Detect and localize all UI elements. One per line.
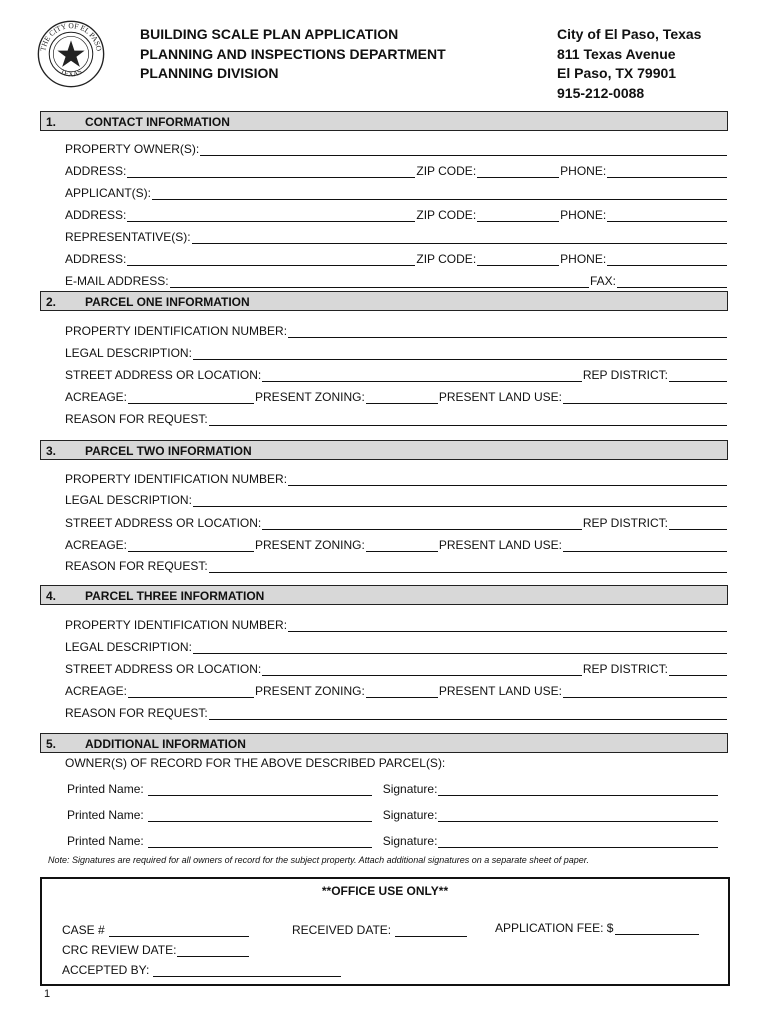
field-label: ZIP CODE: bbox=[416, 252, 477, 266]
address-line: El Paso, TX 79901 bbox=[557, 65, 677, 81]
received-date-row bbox=[292, 921, 468, 937]
field-label: STREET ADDRESS OR LOCATION: bbox=[65, 516, 262, 530]
representative-zip-field[interactable] bbox=[477, 253, 559, 266]
field-label: ADDRESS: bbox=[65, 164, 127, 178]
field-label: ADDRESS: bbox=[65, 208, 127, 222]
email-row bbox=[65, 272, 728, 288]
p3-legal-row bbox=[65, 638, 728, 654]
field-label: ADDRESS: bbox=[65, 252, 127, 266]
signature-row bbox=[67, 780, 719, 796]
p2-street-row bbox=[65, 514, 728, 530]
field-label: PRESENT ZONING: bbox=[255, 684, 365, 698]
section-header-parcel-two bbox=[40, 440, 728, 460]
field-label: PROPERTY IDENTIFICATION NUMBER: bbox=[65, 618, 288, 632]
field-label: CRC REVIEW DATE: bbox=[62, 943, 177, 957]
field-label: Signature: bbox=[382, 834, 438, 848]
field-label: ACREAGE: bbox=[65, 538, 128, 552]
section-label: PARCEL THREE INFORMATION bbox=[85, 589, 265, 603]
field-label: LEGAL DESCRIPTION: bbox=[65, 640, 192, 654]
section-number: 5. bbox=[46, 737, 57, 751]
crc-review-date-field[interactable] bbox=[177, 944, 249, 957]
application-fee-row bbox=[495, 919, 700, 935]
p3-street-field[interactable] bbox=[262, 663, 582, 676]
crc-review-row bbox=[62, 941, 250, 957]
p2-pin-row bbox=[65, 470, 728, 486]
p3-acreage-row bbox=[65, 682, 728, 698]
field-label: APPLICANT(S): bbox=[65, 186, 152, 200]
title-line: PLANNING AND INSPECTIONS DEPARTMENT bbox=[140, 45, 446, 62]
representative-address-row bbox=[65, 250, 728, 266]
p1-reason-row bbox=[65, 410, 728, 426]
field-label: STREET ADDRESS OR LOCATION: bbox=[65, 662, 262, 676]
representatives-row bbox=[65, 228, 728, 244]
field-label: PROPERTY IDENTIFICATION NUMBER: bbox=[65, 472, 288, 486]
page-number: 1 bbox=[44, 988, 51, 1000]
field-label: ACCEPTED BY: bbox=[62, 963, 150, 977]
printed-name-field[interactable] bbox=[148, 783, 372, 796]
fax-field[interactable] bbox=[617, 275, 727, 288]
p2-legal-field[interactable] bbox=[193, 494, 727, 507]
email-field[interactable] bbox=[170, 275, 589, 288]
field-label: APPLICATION FEE: $ bbox=[495, 921, 614, 935]
p2-street-field[interactable] bbox=[262, 517, 582, 530]
received-date-field[interactable] bbox=[395, 924, 467, 937]
p3-street-row bbox=[65, 660, 728, 676]
field-label: PRESENT LAND USE: bbox=[438, 538, 562, 552]
printed-name-field[interactable] bbox=[148, 835, 372, 848]
p3-acreage-field[interactable] bbox=[128, 685, 254, 698]
field-label: REP DISTRICT: bbox=[582, 516, 668, 530]
field-label: PHONE: bbox=[560, 252, 607, 266]
applicant-address-field[interactable] bbox=[127, 209, 415, 222]
field-label: PROPERTY IDENTIFICATION NUMBER: bbox=[65, 324, 288, 338]
applicant-zip-field[interactable] bbox=[477, 209, 559, 222]
signature-field[interactable] bbox=[438, 809, 718, 822]
signature-row bbox=[67, 806, 719, 822]
field-label: PRESENT ZONING: bbox=[255, 390, 365, 404]
owner-phone-field[interactable] bbox=[607, 165, 727, 178]
field-label: Signature: bbox=[382, 808, 438, 822]
p2-reason-row bbox=[65, 557, 728, 573]
accepted-by-field[interactable] bbox=[153, 964, 341, 977]
field-label: STREET ADDRESS OR LOCATION: bbox=[65, 368, 262, 382]
owner-address-field[interactable] bbox=[127, 165, 415, 178]
accepted-by-row bbox=[62, 961, 342, 977]
city-seal-logo bbox=[37, 20, 105, 88]
section-number: 2. bbox=[46, 295, 57, 309]
section-header-parcel-three bbox=[40, 585, 728, 605]
field-label: ZIP CODE: bbox=[416, 164, 477, 178]
svg-text:THE CITY OF EL PASO: THE CITY OF EL PASO bbox=[38, 21, 104, 52]
address-line: 811 Texas Avenue bbox=[557, 45, 676, 62]
field-label: REASON FOR REQUEST: bbox=[65, 706, 208, 720]
p2-acreage-field[interactable] bbox=[128, 539, 254, 552]
p1-pin-field[interactable] bbox=[288, 325, 727, 338]
p3-zoning-field[interactable] bbox=[366, 685, 438, 698]
p1-zoning-field[interactable] bbox=[366, 391, 438, 404]
field-label: PRESENT ZONING: bbox=[255, 538, 365, 552]
field-label: LEGAL DESCRIPTION: bbox=[65, 346, 192, 360]
printed-name-field[interactable] bbox=[148, 809, 372, 822]
title-line: BUILDING SCALE PLAN APPLICATION bbox=[140, 26, 399, 42]
case-row bbox=[62, 921, 250, 937]
application-fee-field[interactable] bbox=[615, 922, 699, 935]
field-label: PRESENT LAND USE: bbox=[438, 684, 562, 698]
section-label: PARCEL ONE INFORMATION bbox=[85, 295, 250, 309]
p2-land-use-field[interactable] bbox=[563, 539, 727, 552]
case-number-field[interactable] bbox=[109, 924, 249, 937]
field-label: E-MAIL ADDRESS: bbox=[65, 274, 169, 288]
p1-land-use-field[interactable] bbox=[563, 391, 727, 404]
representative-address-field[interactable] bbox=[127, 253, 415, 266]
section-header-additional bbox=[40, 733, 728, 753]
field-label: Printed Name: bbox=[67, 834, 144, 848]
section-number: 3. bbox=[46, 444, 57, 458]
p2-acreage-row bbox=[65, 536, 728, 552]
p3-reason-field[interactable] bbox=[209, 707, 727, 720]
address-line: City of El Paso, Texas bbox=[557, 26, 702, 42]
signature-note: Note: Signatures are required for all owners of record for the subject property. Attach additional signatures on a separate sheet of paper. bbox=[48, 855, 589, 865]
p1-acreage-row bbox=[65, 388, 728, 404]
property-owners-field[interactable] bbox=[200, 143, 727, 156]
applicants-field[interactable] bbox=[152, 187, 727, 200]
field-label: REASON FOR REQUEST: bbox=[65, 412, 208, 426]
p3-land-use-field[interactable] bbox=[563, 685, 727, 698]
address-line: 915-212-0088 bbox=[557, 84, 645, 101]
field-label: PROPERTY OWNER(S): bbox=[65, 142, 200, 156]
section-label: PARCEL TWO INFORMATION bbox=[85, 444, 252, 458]
signature-field[interactable] bbox=[438, 783, 718, 796]
p2-zoning-field[interactable] bbox=[366, 539, 438, 552]
p2-pin-field[interactable] bbox=[288, 473, 727, 486]
field-label: PHONE: bbox=[560, 208, 607, 222]
owners-of-record-row bbox=[65, 754, 728, 770]
field-label: CASE # bbox=[62, 923, 105, 937]
field-label: REPRESENTATIVE(S): bbox=[65, 230, 191, 244]
owner-address-row bbox=[65, 162, 728, 178]
field-label: RECEIVED DATE: bbox=[292, 923, 392, 937]
field-label: LEGAL DESCRIPTION: bbox=[65, 493, 192, 507]
section-label: ADDITIONAL INFORMATION bbox=[85, 737, 246, 751]
applicant-phone-field[interactable] bbox=[607, 209, 727, 222]
p3-legal-field[interactable] bbox=[193, 641, 727, 654]
city-address-block bbox=[557, 25, 701, 103]
p1-pin-row bbox=[65, 322, 728, 338]
representatives-field[interactable] bbox=[192, 231, 727, 244]
p3-pin-row bbox=[65, 616, 728, 632]
form-title bbox=[140, 25, 446, 84]
section-number: 1. bbox=[46, 115, 57, 129]
field-label: Printed Name: bbox=[67, 782, 144, 796]
field-label: ZIP CODE: bbox=[416, 208, 477, 222]
applicant-address-row bbox=[65, 206, 728, 222]
representative-phone-field[interactable] bbox=[607, 253, 727, 266]
property-owners-row bbox=[65, 140, 728, 156]
signature-field[interactable] bbox=[438, 835, 718, 848]
p3-rep-district-field[interactable] bbox=[669, 663, 727, 676]
field-label: Signature: bbox=[382, 782, 438, 796]
section-label: CONTACT INFORMATION bbox=[85, 115, 230, 129]
p2-legal-row bbox=[65, 491, 728, 507]
section-header-contact bbox=[40, 111, 728, 131]
office-use-box bbox=[40, 877, 730, 986]
field-label: REASON FOR REQUEST: bbox=[65, 559, 208, 573]
p3-pin-field[interactable] bbox=[288, 619, 727, 632]
p1-street-field[interactable] bbox=[262, 369, 582, 382]
field-label: REP DISTRICT: bbox=[582, 368, 668, 382]
signature-row bbox=[67, 832, 719, 848]
p2-rep-district-field[interactable] bbox=[669, 517, 727, 530]
field-label: FAX: bbox=[589, 274, 616, 288]
owner-zip-field[interactable] bbox=[477, 165, 559, 178]
p1-reason-field[interactable] bbox=[209, 413, 727, 426]
p1-acreage-field[interactable] bbox=[128, 391, 254, 404]
p3-reason-row bbox=[65, 704, 728, 720]
p1-street-row bbox=[65, 366, 728, 382]
field-label: REP DISTRICT: bbox=[582, 662, 668, 676]
field-label: PRESENT LAND USE: bbox=[438, 390, 562, 404]
field-label: PHONE: bbox=[560, 164, 607, 178]
field-label: ACREAGE: bbox=[65, 390, 128, 404]
p1-legal-row bbox=[65, 344, 728, 360]
field-label: ACREAGE: bbox=[65, 684, 128, 698]
p2-reason-field[interactable] bbox=[209, 560, 727, 573]
section-number: 4. bbox=[46, 589, 57, 603]
applicants-row bbox=[65, 184, 728, 200]
field-label: Printed Name: bbox=[67, 808, 144, 822]
office-use-title: **OFFICE USE ONLY** bbox=[321, 884, 449, 898]
section-header-parcel-one bbox=[40, 291, 728, 311]
p1-legal-field[interactable] bbox=[193, 347, 727, 360]
title-line: PLANNING DIVISION bbox=[140, 65, 279, 81]
svg-text:TEXAS: TEXAS bbox=[58, 66, 84, 79]
owners-of-record-label: OWNER(S) OF RECORD FOR THE ABOVE DESCRIBED PARCEL(S): bbox=[65, 756, 446, 770]
p1-rep-district-field[interactable] bbox=[669, 369, 727, 382]
